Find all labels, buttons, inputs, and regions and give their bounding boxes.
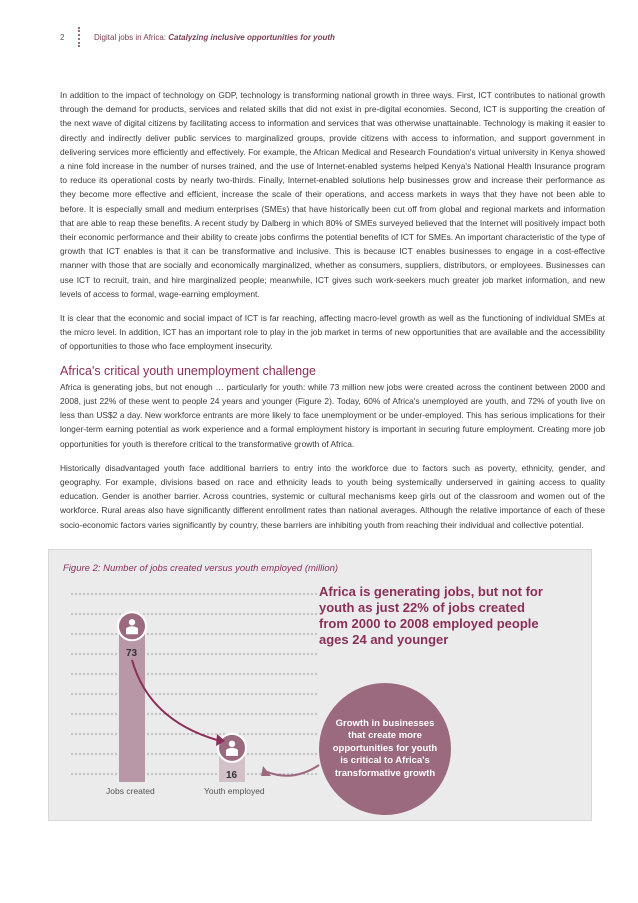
- paragraph: Africa is generating jobs, but not enough … particularly for youth: while 73 million new jobs were created across the continent between 2000 and 2008, just 22% of these went to people 24 years and younger (Figure 2). Today, 60% of Africa's unemployed are youth, and 72% of youth live on less than US$2 a day. New workforce entrants are more likely to face unemployment or be under-employed. This has serious implications for their longer-term earning potential as work experience and a formal employment history is important in securing future employment. Creating more job opportunities for youth is therefore critical to the transformative growth of Africa.: [60, 381, 605, 449]
- figure-title: Figure 2: Number of jobs created versus youth employed (million): [63, 563, 339, 574]
- gridlines: [71, 594, 319, 774]
- header-title-prefix: Digital jobs in Africa:: [94, 33, 169, 42]
- body-text: [60, 88, 605, 542]
- person-icon: [118, 612, 146, 640]
- figure-2: [48, 549, 592, 821]
- x-label-youth-employed: Youth employed: [204, 786, 265, 796]
- x-label-jobs-created: Jobs created: [106, 786, 155, 796]
- header-divider: [78, 27, 82, 47]
- figure-highlight: Africa is generating jobs, but not for youth as just 22% of jobs created from 2000 to 2008 employed people ages 24 and younger: [319, 584, 543, 647]
- page-number: 2: [60, 33, 65, 42]
- paragraph: Historically disadvantaged youth face additional barriers to entry into the workforce due to factors such as poverty, ethnicity, gender, and geography. For example, divisions based on race and ethnicity leads to youth being systemically underserved in gaining access to quality education. Gender is another barrier. Across countries, systemic or cultural mechanisms keep girls out of the classroom and women out of the workforce. Rural areas also have significantly different enrollment rates than national averages. Although the relative importance of each of these socio-economic factors varies significantly by country, these barriers are inhibiting youth from reaching their individual and collective potential.: [60, 462, 605, 530]
- growth-callout-text: Growth in businesses that create more opportunities for youth is critical to Africa's transformative growth: [332, 717, 438, 779]
- value-label-youth: 16: [226, 769, 238, 781]
- value-label-jobs: 73: [126, 648, 138, 660]
- paragraph: It is clear that the economic and social impact of ICT is far reaching, affecting macro-level growth as well as the functioning of individual SMEs at the micro level. In addition, ICT has an important role to play in the job market in terms of new opportunities that are available and the accessibility of opportunities to those who face employment insecurity.: [60, 313, 605, 352]
- paragraph: In addition to the impact of technology on GDP, technology is transforming national growth in three ways. First, ICT contributes to national growth through the demand for products, services and related skills that did not exist in pre-digital economies. Second, ICT is supporting the creation of the next wave of digital citizens by facilitating access to information and services that was otherwise unattainable. Technology is making it easier to directly and indirectly deliver public services to marginalized groups, provide citizens with access to information, and support government in delivering services more efficiently and effectively. For example, the African Medical and Research Foundation's virtual university in Kenya showed a nine fold increase in the number of nurses trained, and the use of Internet-enabled systems helped Kenya's National Health Insurance program to reduce its operational costs by nearly two-thirds. Finally, Internet-enabled solutions help businesses grow and increase their performance as they become more effective and efficient, increase the scale of their operations, and access markets in ways that they have not been able to before. It is especially small and medium enterprises (SMEs) that have historically been cut off from global and regional markets and information that are able to reap these benefits. A recent study by Dalberg in which 80% of SMEs surveyed believed that the Internet will positively impact both their economic performance and their ability to create jobs confirms the potential benefits of ICT for SMEs. An important characteristic of the type of growth that ICT enables is that it can be transformative and inclusive. This is because ICT enables businesses to engage in a cost-effective manner with those that are socially and economically marginalized, whether as consumers, suppliers, distributors, or employees. Businesses can use ICT to recruit, train, and hire marginalized people; meanwhile, ICT gives such work-seekers much greater job market information, and new levels of access to formal, wage-earning employment.: [60, 90, 605, 299]
- header-title: [94, 33, 335, 42]
- growth-callout: [319, 683, 451, 815]
- arrowhead-icon: [261, 766, 271, 776]
- section-heading: Africa's critical youth unemployment challenge: [60, 363, 316, 378]
- header-title-emph: Catalyzing inclusive opportunities for youth: [168, 33, 335, 42]
